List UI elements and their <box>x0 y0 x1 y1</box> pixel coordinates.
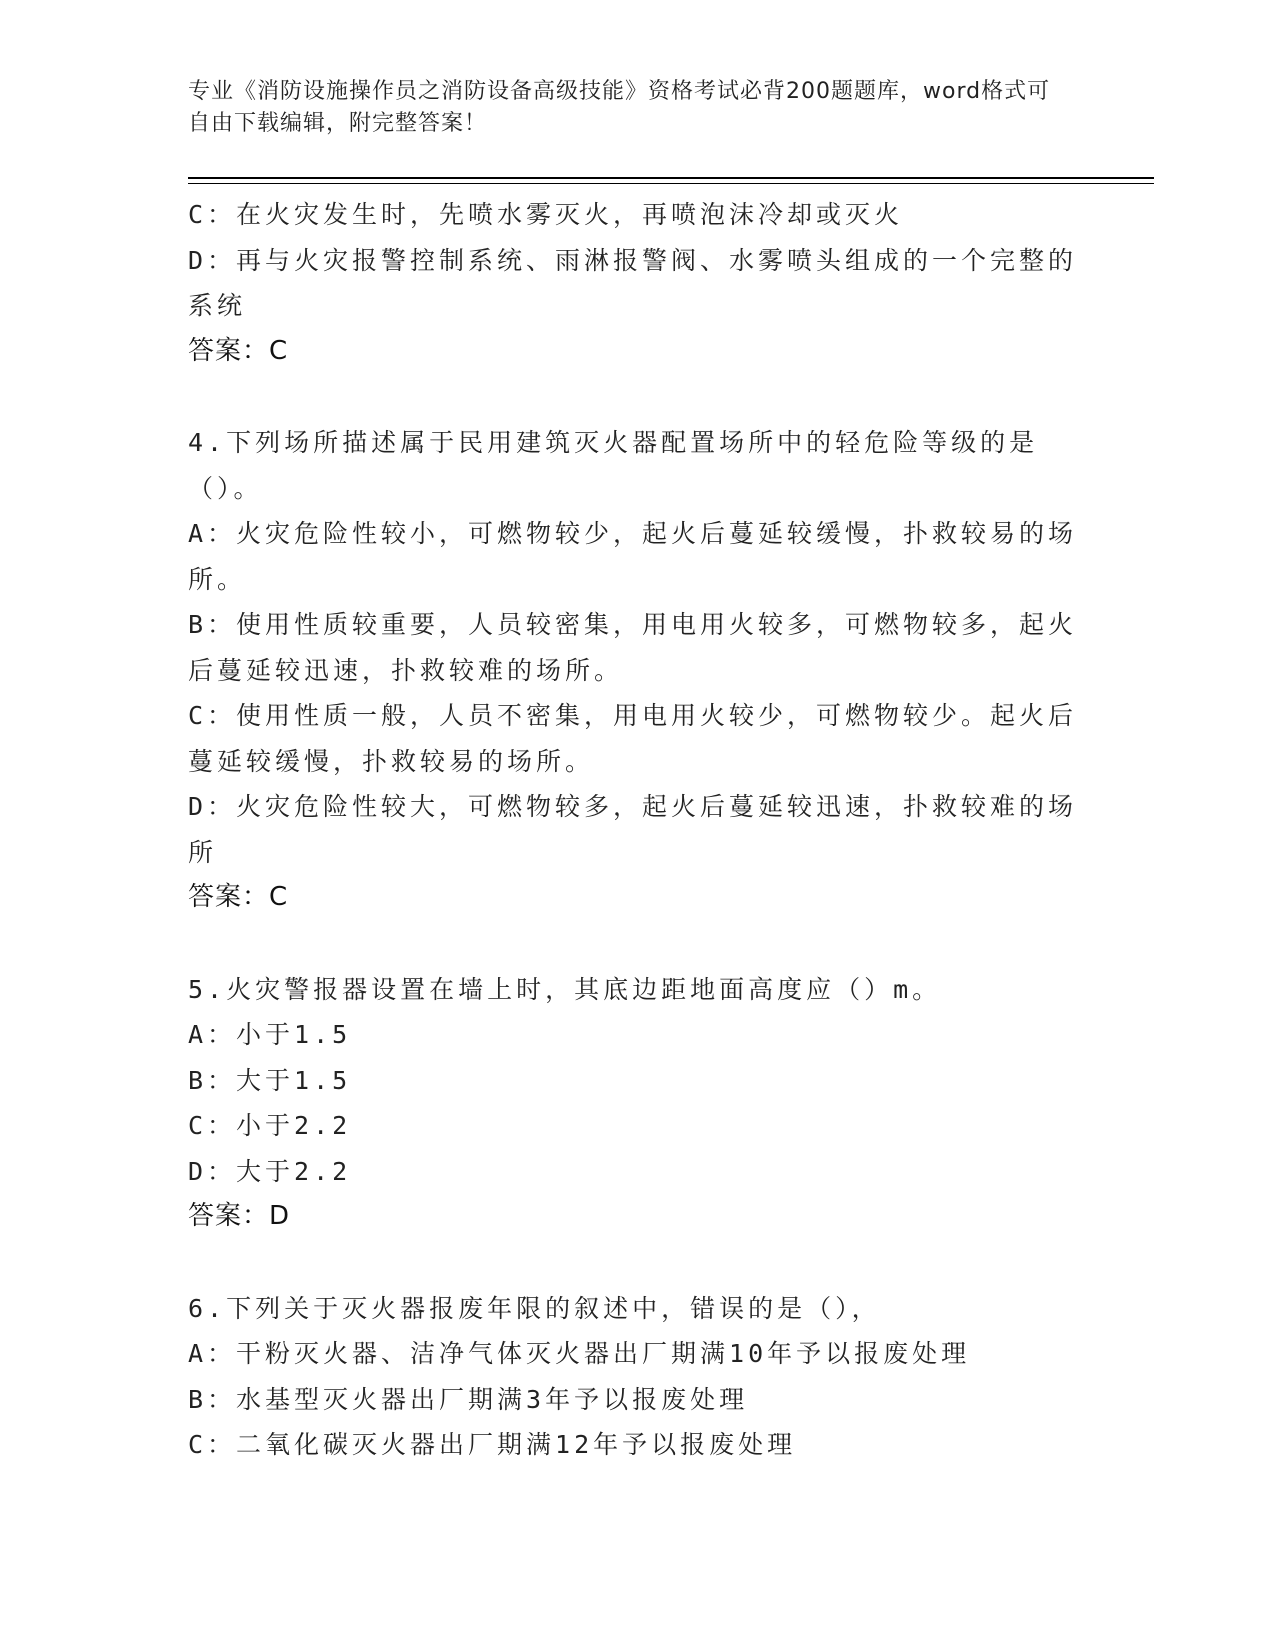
q5-question: 5.火灾警报器设置在墙上时，其底边距地面高度应（）m。 <box>188 974 942 1004</box>
q6-option-c: C：二氧化碳灭火器出厂期满12年予以报废处理 <box>188 1430 797 1459</box>
spacer <box>188 1240 1078 1286</box>
header-divider-thin <box>188 183 1154 184</box>
q4-option-c: C：使用性质一般，人员不密集，用电用火较少，可燃物较少。起火后蔓延较缓慢，扑救较易的场所。 <box>188 701 1078 776</box>
q4-option-b: B：使用性质较重要，人员较密集，用电用火较多，可燃物较多，起火后蔓延较迅速，扑救较难的场所。 <box>188 610 1078 685</box>
q3-option-d: D：再与火灾报警控制系统、雨淋报警阀、水雾喷头组成的一个完整的系统 <box>188 245 1078 320</box>
q5-option-a: A：小于1.5 <box>188 1020 352 1049</box>
q6-option-a: A：干粉灭火器、洁净气体灭火器出厂期满10年予以报废处理 <box>188 1339 971 1368</box>
q4-question: 4.下列场所描述属于民用建筑灭火器配置场所中的轻危险等级的是（）。 <box>188 428 1039 503</box>
q5-option-b: B：大于1.5 <box>188 1065 352 1095</box>
question-content <box>188 192 1078 1468</box>
q4-option-a: A：火灾危险性较小，可燃物较少，起火后蔓延较缓慢，扑救较易的场所。 <box>188 519 1078 594</box>
spacer <box>188 374 1078 420</box>
q5-option-c: C：小于2.2 <box>188 1111 352 1140</box>
q6-option-b: B：水基型灭火器出厂期满3年予以报废处理 <box>188 1384 749 1414</box>
document-header-title: 专业《消防设施操作员之消防设备高级技能》资格考试必背200题题库，word格式可自由下载编辑，附完整答案！ <box>188 79 1051 136</box>
q3-answer: 答案：C <box>188 335 289 366</box>
q5-option-d: D：大于2.2 <box>188 1156 352 1186</box>
q4-answer: 答案：C <box>188 882 289 912</box>
q4-option-d: D：火灾危险性较大，可燃物较多，起火后蔓延较迅速，扑救较难的场所 <box>188 792 1078 867</box>
q3-option-c: C：在火灾发生时，先喷水雾灭火，再喷泡沫冷却或灭火 <box>188 200 904 229</box>
spacer <box>188 921 1078 967</box>
q5-answer: 答案：D <box>188 1201 291 1231</box>
q6-question: 6.下列关于灭火器报废年限的叙述中，错误的是（）， <box>188 1293 881 1323</box>
header-divider-thick <box>188 177 1154 179</box>
